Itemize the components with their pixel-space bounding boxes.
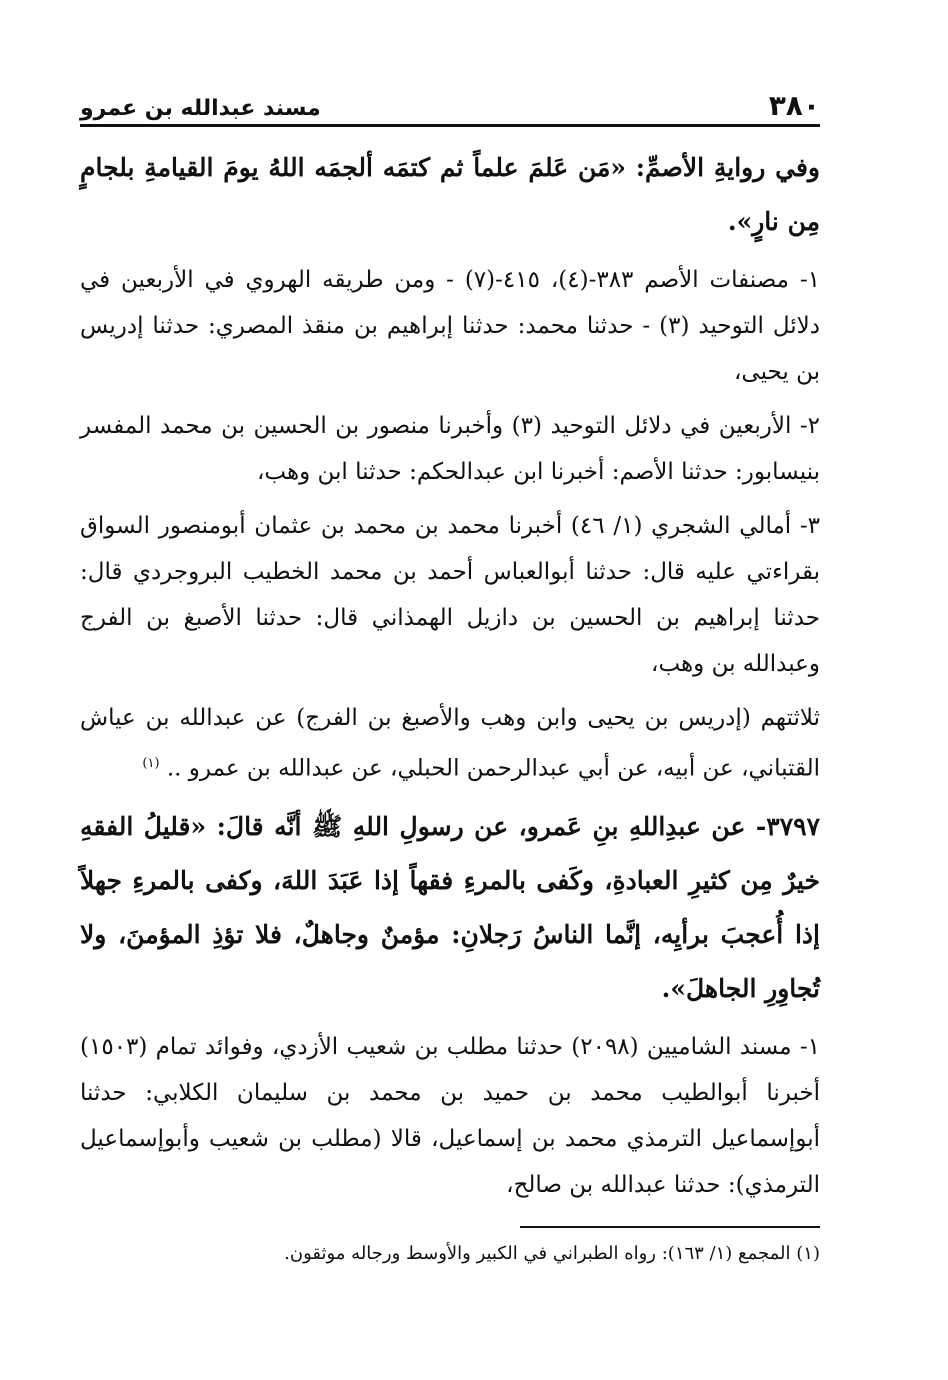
source-paragraph-3: ٣- أمالي الشجري (١/ ٤٦) أخبرنا محمد بن محمد بن عثمان أبومنصور السواق بقراءتي عليه قال: حدثنا أبوالعباس أحمد بن محمد الخطيب البروجردي قال: حدثنا إبراهيم بن الحسين بن دازيل الهمذاني قال: حدثنا الأصبغ بن الفرج وعبدالله بن وهب، — [80, 513, 821, 677]
page-number: ٣٨٠ — [768, 89, 820, 122]
source-paragraph-1: ١- مصنفات الأصم ٣٨٣-(٤)، ٤١٥-(٧) - ومن طريقه الهروي في الأربعين في دلائل التوحيد (٣) - حدثنا محمد: حدثنا إبراهيم بن منقذ المصري: حدثنا إدريس بن يحيى، — [80, 267, 821, 385]
hadith-variant-paragraph: وفي روايةِ الأصمِّ: «مَن عَلمَ علماً ثم كتمَه ألجمَه اللهُ يومَ القيامةِ بلجامٍ مِن نارٍ». — [80, 153, 820, 236]
document-page — [80, 86, 820, 1268]
footnote-divider — [520, 1226, 820, 1228]
isnad-summary-text: ثلاثتهم (إدريس بن يحيى وابن وهب والأصبغ بن الفرج) عن عبدالله بن عياش القتباني، عن أبيه، عن أبي عبدالرحمن الحبلي، عن عبدالله بن عمرو .. — [80, 705, 820, 782]
source-paragraph-2: ٢- الأربعين في دلائل التوحيد (٣) وأخبرنا منصور بن الحسين بن محمد المفسر بنيسابور: حدثنا الأصم: أخبرنا ابن عبدالحكم: حدثنا ابن وهب، — [80, 413, 820, 485]
footnote-marker: (١) — [142, 756, 160, 771]
running-title: مسند عبدالله بن عمرو — [80, 96, 321, 121]
page-header — [80, 86, 820, 124]
header-divider — [80, 124, 820, 127]
isnad-summary-paragraph — [80, 695, 820, 792]
source-paragraph-4: ١- مسند الشاميين (٢٠٩٨) حدثنا مطلب بن شعيب الأزدي، وفوائد تمام (١٥٠٣) أخبرنا أبوالطيب محمد بن حميد بن محمد بن سليمان الكلابي: حدثنا أبوإسماعيل الترمذي محمد بن إسماعيل، قالا (مطلب بن شعيب وأبوإسماعيل الترمذي): حدثنا عبدالله بن صالح، — [80, 1033, 820, 1198]
footnote-text: (١) المجمع (١/ ١٦٣): رواه الطبراني في الكبير والأوسط ورجاله موثقون. — [284, 1242, 820, 1264]
hadith-3797-paragraph: ٣٧٩٧- عن عبدِاللهِ بنِ عَمرو، عن رسولِ اللهِ ﷺ أنَّه قالَ: «قليلُ الفقهِ خيرٌ مِن كثيرِ العبادةِ، وكَفى بالمرءِ فقهاً إذا عَبَدَ اللهَ، وكفى بالمرءِ جهلاً إذا أُعجبَ برأيِه، إنَّما الناسُ رَجلانِ: مؤمنٌ وجاهلٌ، فلا تؤذِ المؤمنَ، ولا تُجاوِرِ الجاهلَ». — [80, 811, 820, 1003]
